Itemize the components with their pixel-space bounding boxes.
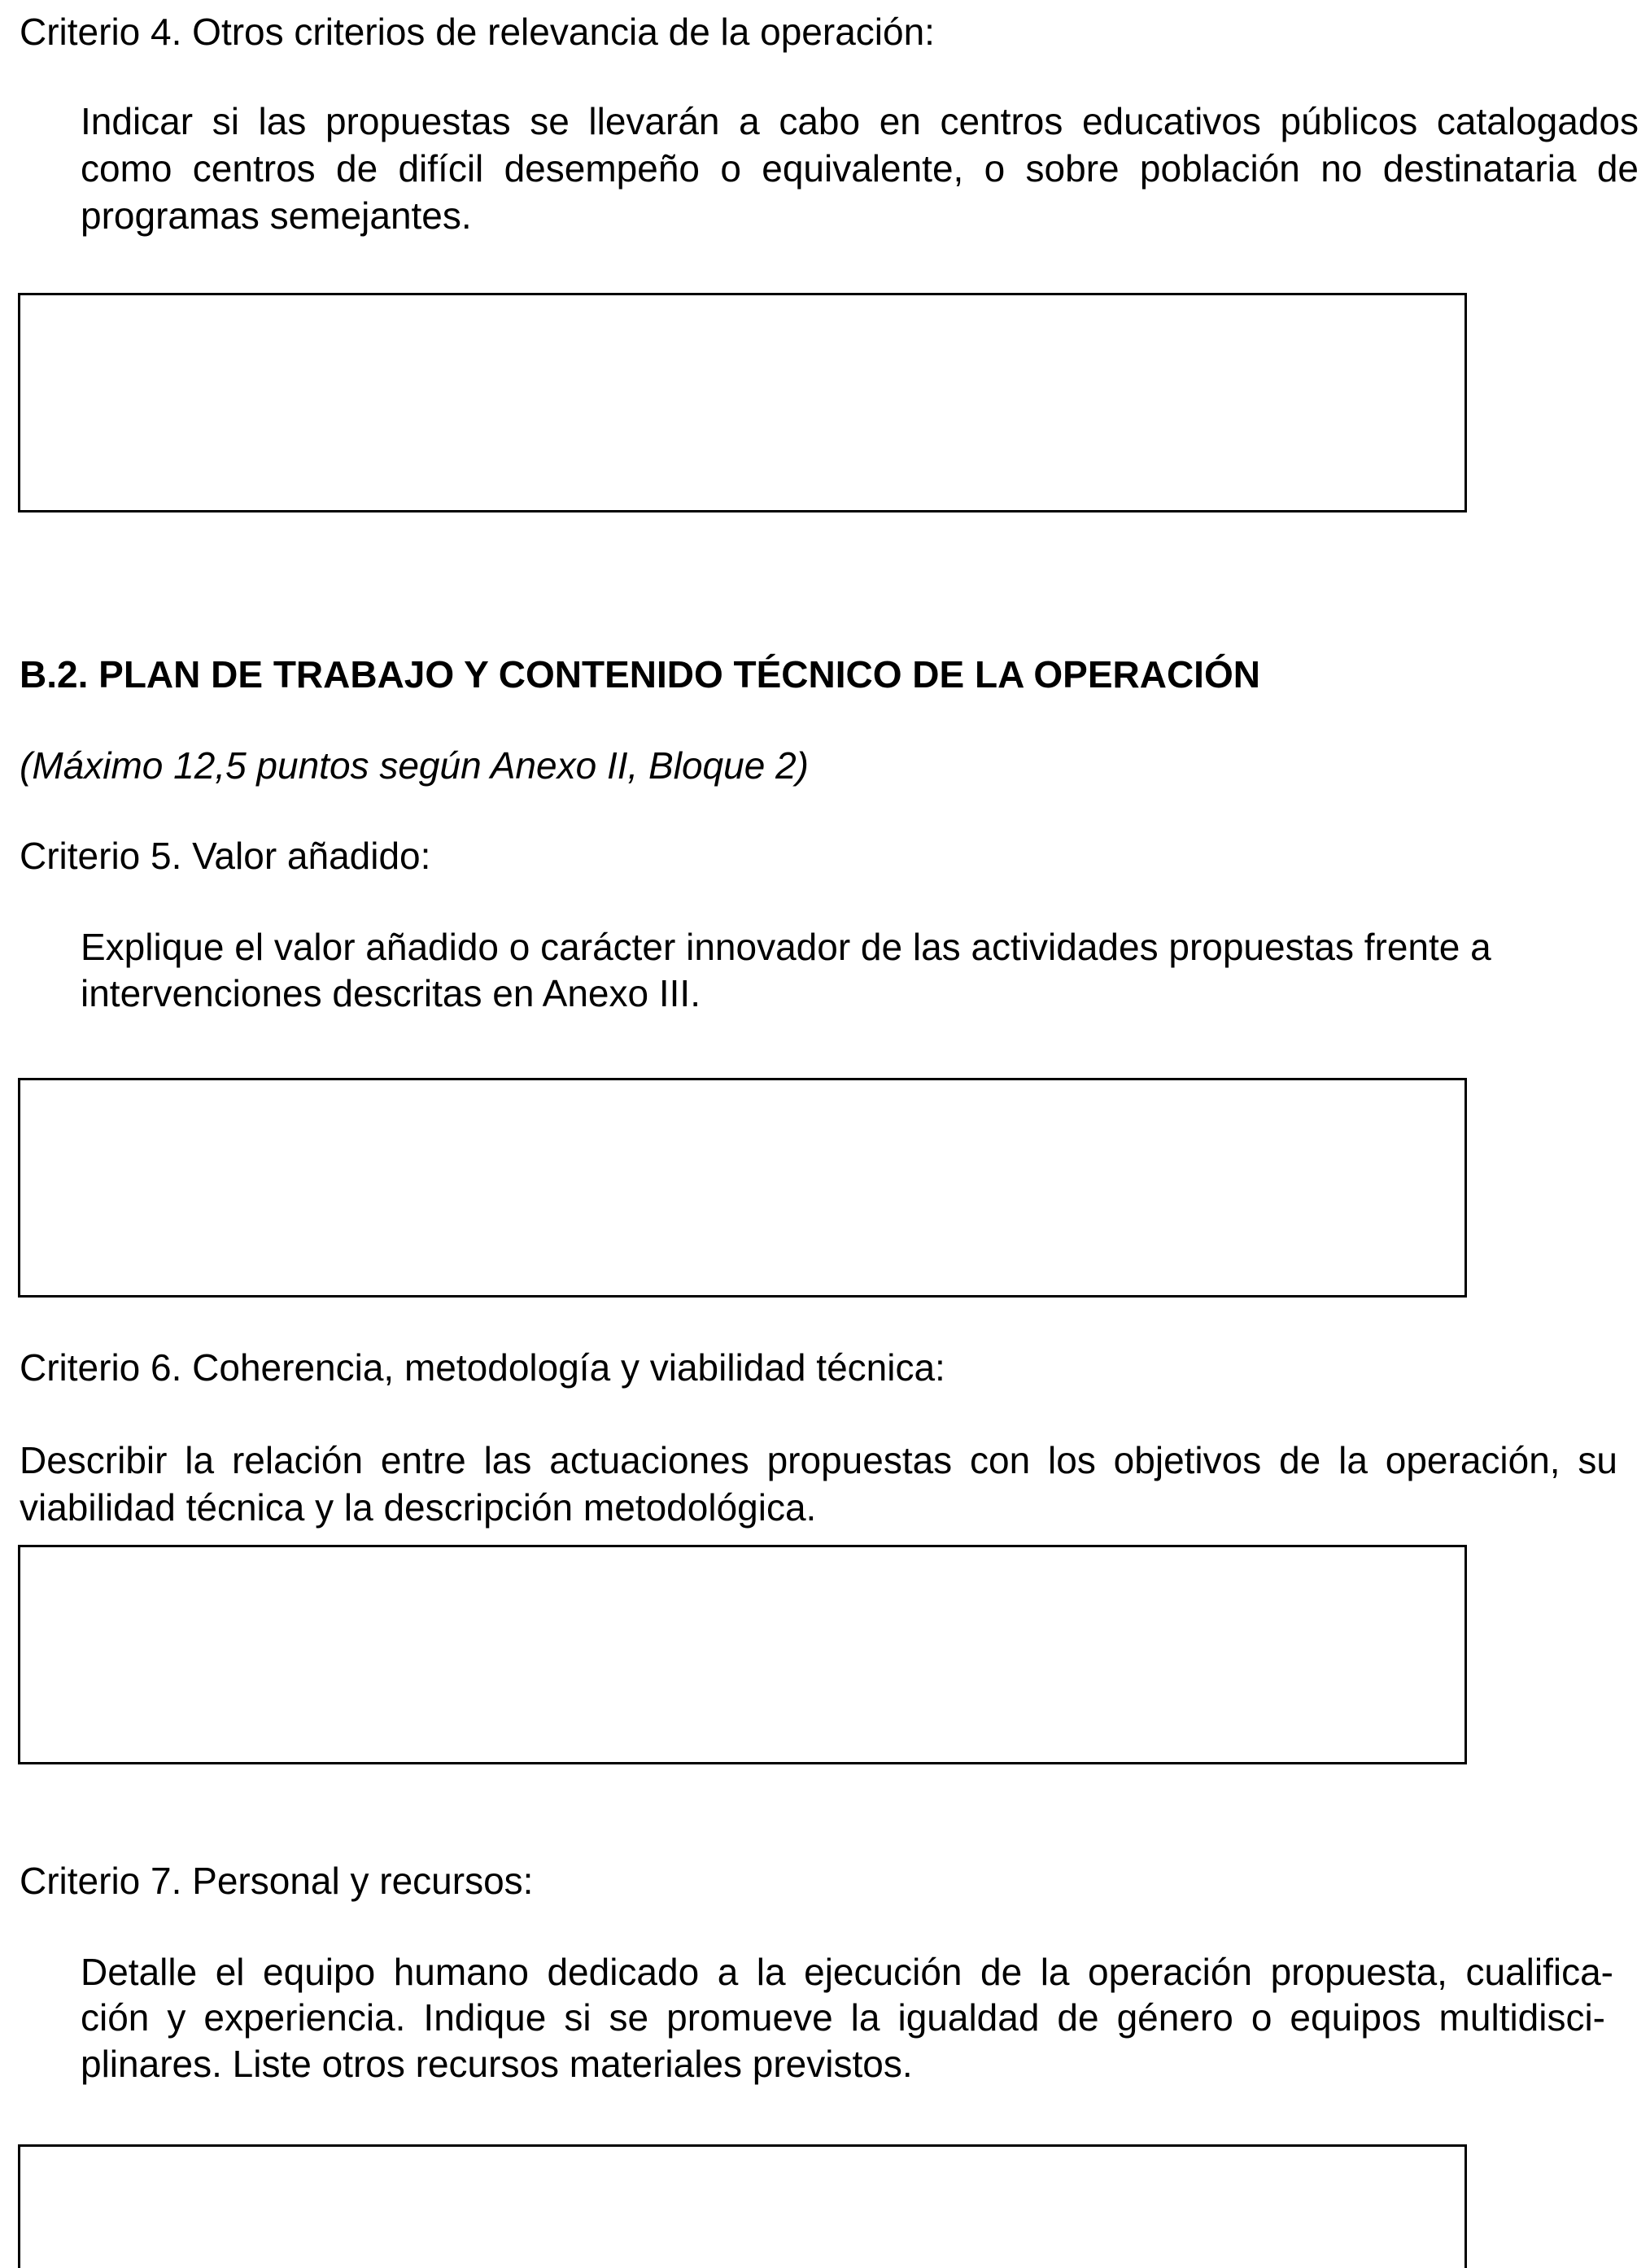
criterio-6-title: Criterio 6. Coherencia, metodología y viabilidad técnica: xyxy=(20,1346,945,1389)
criterio-4-answer-box[interactable] xyxy=(18,293,1467,512)
criterio-5-title: Criterio 5. Valor añadido: xyxy=(20,835,431,877)
criterio-4-title: Criterio 4. Otros criterios de relevancia de la operación: xyxy=(20,11,935,53)
criterio-4-description-line-2: como centros de difícil desempeño o equivalente, o sobre población no destinataria de xyxy=(81,147,1639,190)
criterio-4-description-line-3: programas semejantes. xyxy=(81,194,472,237)
criterio-7-description-line-3: plinares. Liste otros recursos materiales previstos. xyxy=(81,2043,913,2085)
criterio-6-description-line-2: viabilidad técnica y la descripción metodológica. xyxy=(20,1486,817,1529)
criterio-6-description-line-1: Describir la relación entre las actuaciones propuestas con los objetivos de la operación, su xyxy=(20,1439,1617,1481)
criterio-5-description-line-2: intervenciones descritas en Anexo III. xyxy=(81,972,701,1014)
criterio-5-answer-box[interactable] xyxy=(18,1078,1467,1298)
criterio-5-description-line-1: Explique el valor añadido o carácter innovador de las actividades propuestas frente a xyxy=(81,926,1491,968)
criterio-4-description-line-1: Indicar si las propuestas se llevarán a cabo en centros educativos públicos catalogados xyxy=(81,100,1639,142)
criterio-7-answer-box[interactable] xyxy=(18,2144,1467,2268)
criterio-7-description-line-1: Detalle el equipo humano dedicado a la ejecución de la operación propuesta, cualifica- xyxy=(81,1951,1613,1993)
criterio-6-answer-box[interactable] xyxy=(18,1545,1467,1764)
section-b2-subtitle: (Máximo 12,5 puntos según Anexo II, Bloque 2) xyxy=(20,744,809,787)
criterio-7-title: Criterio 7. Personal y recursos: xyxy=(20,1860,534,1902)
criterio-7-description-line-2: ción y experiencia. Indique si se promueve la igualdad de género o equipos multidisci- xyxy=(81,1996,1605,2039)
section-b2-heading: B.2. PLAN DE TRABAJO Y CONTENIDO TÉCNICO DE LA OPERACIÓN xyxy=(20,653,1260,696)
